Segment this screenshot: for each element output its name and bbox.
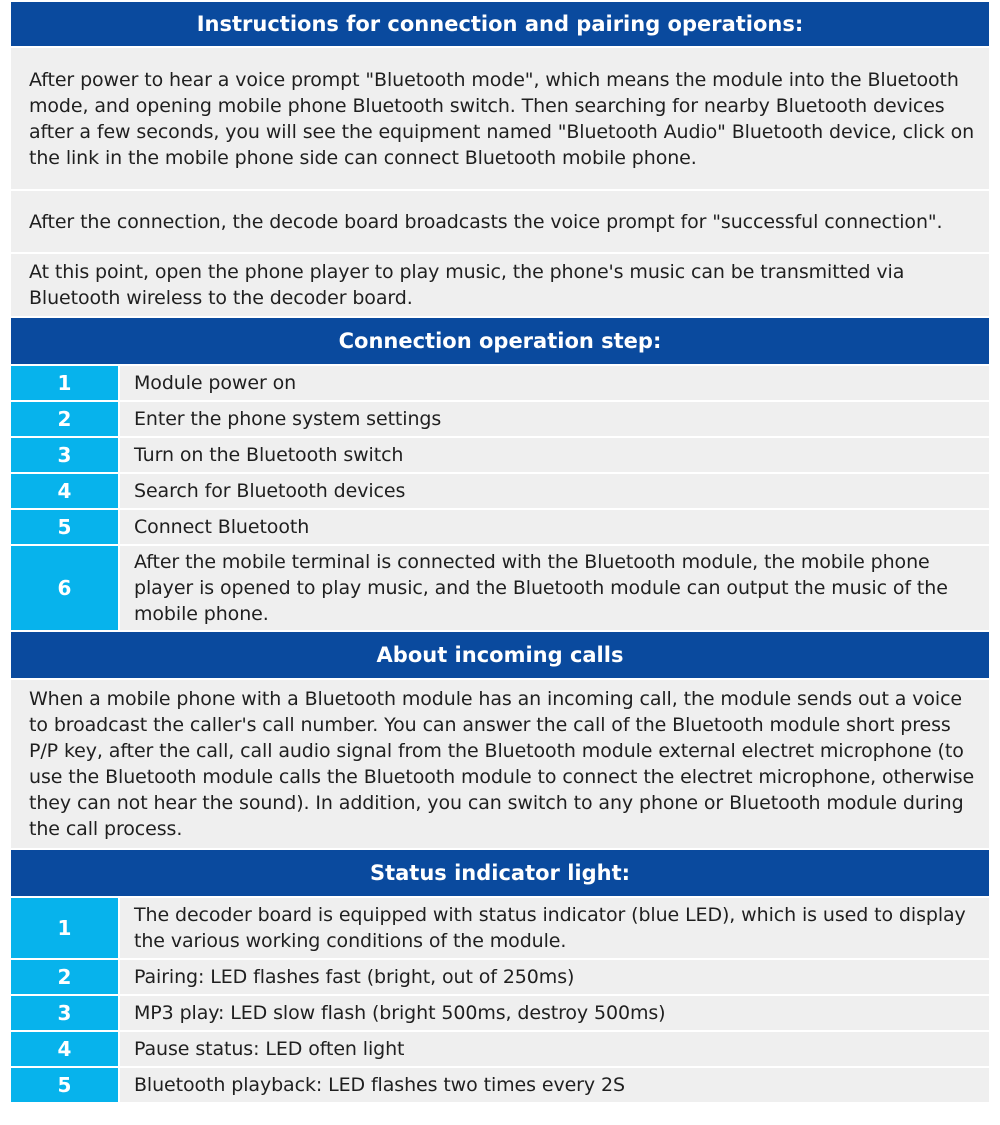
step-text: Connect Bluetooth [120, 510, 989, 544]
step-number: 5 [11, 510, 120, 544]
status-number: 1 [11, 898, 120, 958]
status-row [11, 958, 989, 994]
step-number: 4 [11, 474, 120, 508]
status-text: MP3 play: LED slow flash (bright 500ms, destroy 500ms) [120, 996, 989, 1030]
status-text: Bluetooth playback: LED flashes two times every 2S [120, 1068, 989, 1102]
step-number: 2 [11, 402, 120, 436]
status-text: Pairing: LED flashes fast (bright, out of 250ms) [120, 960, 989, 994]
step-row [11, 364, 989, 400]
step-number: 6 [11, 546, 120, 630]
section-header-status-indicator: Status indicator light: [11, 848, 989, 896]
section-header-incoming-calls: About incoming calls [11, 630, 989, 678]
status-row [11, 896, 989, 958]
step-row [11, 544, 989, 630]
pairing-paragraph-3: At this point, open the phone player to play music, the phone's music can be transmitted via Bluetooth wireless to the decoder board. [11, 252, 989, 316]
step-text: Turn on the Bluetooth switch [120, 438, 989, 472]
step-number: 3 [11, 438, 120, 472]
instruction-sheet [11, 0, 989, 1102]
status-row [11, 1030, 989, 1066]
status-row [11, 1066, 989, 1102]
status-number: 4 [11, 1032, 120, 1066]
step-row [11, 472, 989, 508]
status-number: 5 [11, 1068, 120, 1102]
section-header-pairing: Instructions for connection and pairing operations: [11, 0, 989, 46]
pairing-paragraph-2: After the connection, the decode board broadcasts the voice prompt for "successful connection". [11, 189, 989, 252]
step-text: Module power on [120, 366, 989, 400]
status-text: The decoder board is equipped with status indicator (blue LED), which is used to display the various working conditions of the module. [120, 898, 989, 958]
step-text: Search for Bluetooth devices [120, 474, 989, 508]
status-number: 3 [11, 996, 120, 1030]
status-number: 2 [11, 960, 120, 994]
step-row [11, 400, 989, 436]
incoming-calls-paragraph: When a mobile phone with a Bluetooth module has an incoming call, the module sends out a voice to broadcast the caller's call number. You can answer the call of the Bluetooth module short press P/P key, after the call, call audio signal from the Bluetooth module external electret microphone (to use the Bluetooth module calls the Bluetooth module to connect the electret microphone, otherwise they can not hear the sound). In addition, you can switch to any phone or Bluetooth module during the call process. [11, 678, 989, 848]
step-number: 1 [11, 366, 120, 400]
status-text: Pause status: LED often light [120, 1032, 989, 1066]
step-row [11, 436, 989, 472]
pairing-paragraph-1: After power to hear a voice prompt "Bluetooth mode", which means the module into the Bluetooth mode, and opening mobile phone Bluetooth switch. Then searching for nearby Bluetooth devices after a few seconds, you will see the equipment named "Bluetooth Audio" Bluetooth device, click on the link in the mobile phone side can connect Bluetooth mobile phone. [11, 46, 989, 189]
status-row [11, 994, 989, 1030]
step-text: After the mobile terminal is connected with the Bluetooth module, the mobile phone player is opened to play music, and the Bluetooth module can output the music of the mobile phone. [120, 546, 989, 630]
step-row [11, 508, 989, 544]
step-text: Enter the phone system settings [120, 402, 989, 436]
section-header-connection-steps: Connection operation step: [11, 316, 989, 364]
